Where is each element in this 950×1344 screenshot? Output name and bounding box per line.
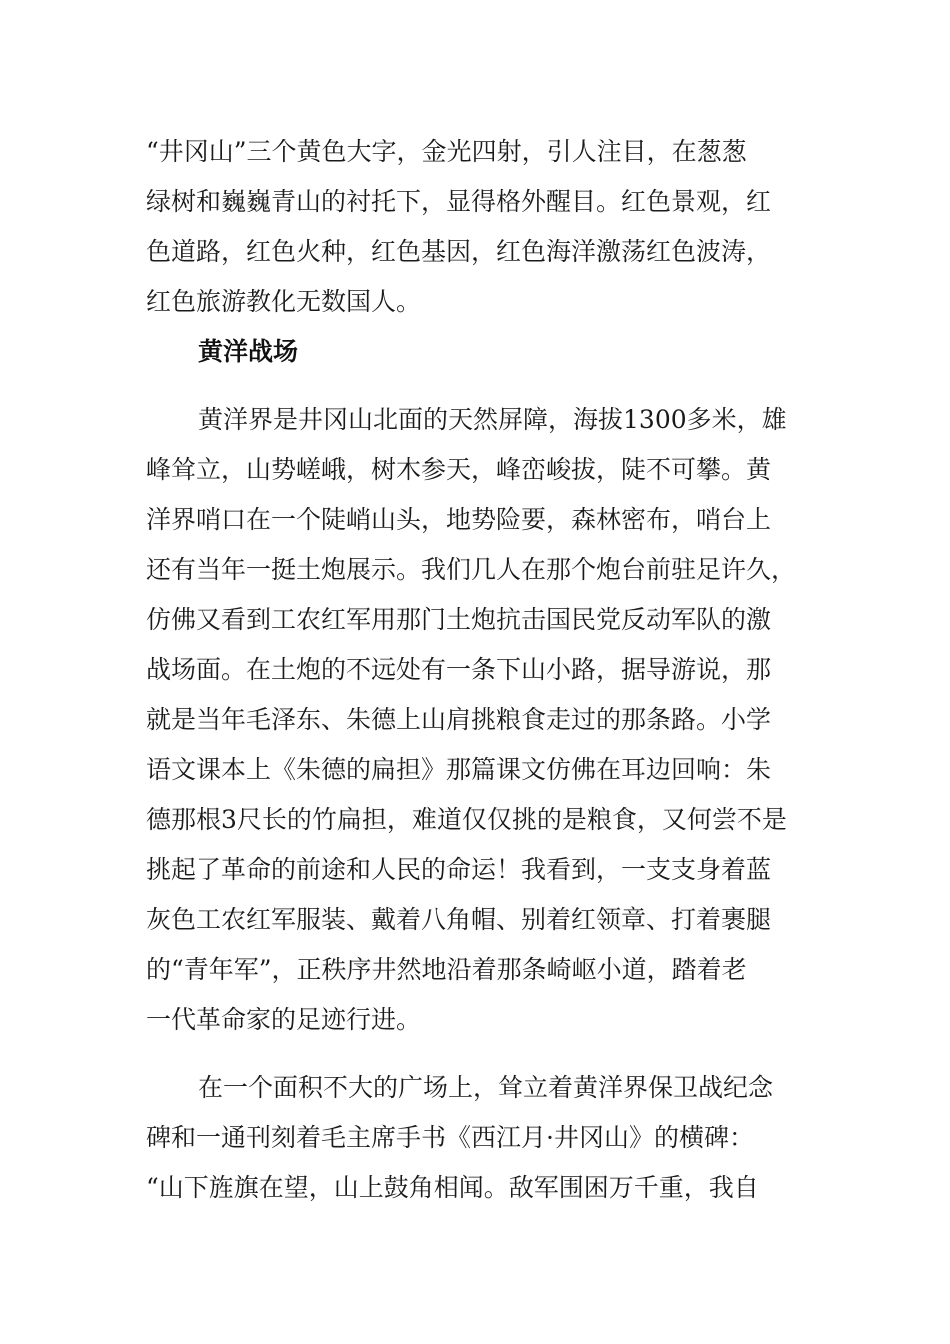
paragraph-line: 战场面。在土炮的不远处有一条下山小路，据导游说，那 [146, 655, 772, 684]
section-heading: 黄洋战场 [198, 337, 299, 366]
paragraph-line: 洋界哨口在一个陡峭山头，地势险要，森林密布，哨台上 [146, 505, 772, 534]
paragraph-line: 挑起了革命的前途和人民的命运！我看到，一支支身着蓝 [146, 855, 772, 884]
paragraph-line: 黄洋界是井冈山北面的天然屏障，海拔1300多米，雄 [198, 405, 787, 434]
paragraph-line: 峰耸立，山势嵯峨，树木参天，峰峦峻拔，陡不可攀。黄 [146, 455, 772, 484]
paragraph-line: 绿树和巍巍青山的衬托下，显得格外醒目。红色景观，红 [146, 187, 772, 216]
paragraph-line: 德那根3尺长的竹扁担，难道仅仅挑的是粮食，又何尝不是 [146, 805, 787, 834]
paragraph-line: “山下旌旗在望，山上鼓角相闻。敌军围困万千重，我自 [146, 1173, 759, 1202]
paragraph-line: 灰色工农红军服装、戴着八角帽、别着红领章、打着裹腿 [146, 905, 772, 934]
paragraph-line: 碑和一通刊刻着毛主席手书《西江月·井冈山》的横碑： [146, 1123, 754, 1152]
paragraph-line: 在一个面积不大的广场上，耸立着黄洋界保卫战纪念 [198, 1073, 774, 1102]
paragraph-line: 还有当年一挺土炮展示。我们几人在那个炮台前驻足许久， [146, 555, 797, 584]
paragraph-line: 语文课本上《朱德的扁担》那篇课文仿佛在耳边回响：朱 [146, 755, 772, 784]
paragraph-line: 仿佛又看到工农红军用那门土炮抗击国民党反动军队的激 [146, 605, 772, 634]
paragraph-line: 红色旅游教化无数国人。 [146, 287, 422, 316]
paragraph-line: “井冈山”三个黄色大字，金光四射，引人注目，在葱葱 [146, 137, 747, 166]
paragraph-line: 色道路，红色火种，红色基因，红色海洋激荡红色波涛， [146, 237, 772, 266]
paragraph-line: 就是当年毛泽东、朱德上山肩挑粮食走过的那条路。小学 [146, 705, 772, 734]
paragraph-line: 的“青年军”，正秩序井然地沿着那条崎岖小道，踏着老 [146, 955, 747, 984]
paragraph-line: 一代革命家的足迹行进。 [146, 1005, 422, 1034]
